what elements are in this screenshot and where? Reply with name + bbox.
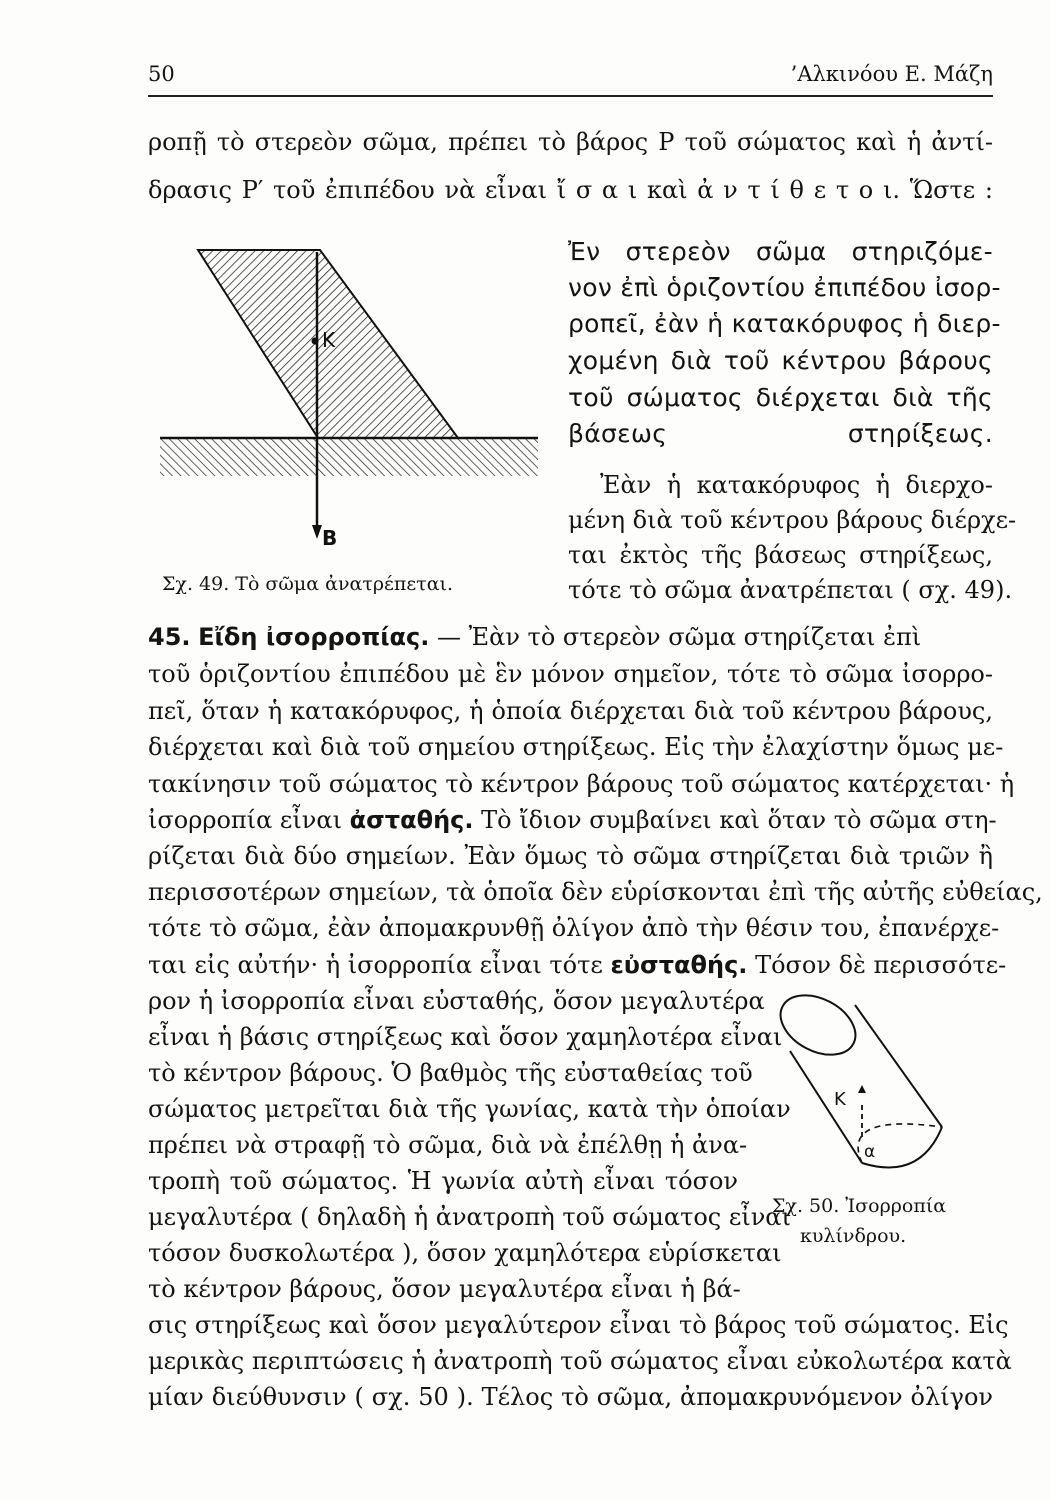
s45-line-5: τακίνησιν τοῦ σώματος τὸ κέντρον βάρους τοῦ σώματος κατέρχεται· ἡ	[148, 770, 1015, 798]
page-number: 50	[148, 62, 175, 86]
figure-50-caption-1: Σχ. 50. Ἰσορροπία	[772, 1195, 947, 1217]
para2-line-1: Ἐὰν ἡ κατακόρυφος ἡ διερχο-	[600, 471, 993, 499]
wrap-line-9: τὸ κέντρον βάρους, ὅσον μεγαλυτέρα εἶναι ἡ βά-	[148, 1275, 741, 1303]
rule-line-3: ροπεῖ, ἐὰν ἡ κατακόρυφος ἡ διερ-	[568, 309, 1001, 338]
wrap-line-4: σώματος μετρεῖται διὰ τῆς γωνίας, κατὰ τὴν ὁποίαν	[148, 1095, 791, 1123]
rule-line-6: βάσεως στηρίξεως.	[568, 419, 993, 448]
figure-49	[160, 235, 540, 555]
s45-line-4: διέρχεται καὶ διὰ τοῦ σημείου στηρίξεως. Εἰς τὴν ἐλαχίστην ὅμως με-	[148, 733, 1004, 761]
rule-line-4: χομένη διὰ τοῦ κέντρου βάρους	[568, 346, 993, 375]
term-unstable: ἀσταθής.	[349, 806, 474, 834]
s45-line-6	[148, 806, 997, 834]
s45-line-10a: ται εἰς αὐτήν· ἡ ἰσορροπία εἶναι τότε	[148, 951, 603, 979]
rule-line-1: Ἐν στερεὸν σῶμα στηριζόμε-	[568, 237, 993, 266]
running-title: ’Αλκινόου Ε. Μάζη	[790, 62, 993, 86]
s45-line-6a: ἰσορροπία εἶναι	[148, 806, 342, 834]
s45-line-10b: Τόσον δὲ περισσότε-	[755, 951, 1007, 979]
wrap-line-2: εἶναι ἡ βάσις στηρίξεως καὶ ὅσον χαμηλοτέρα εἶναι	[148, 1023, 783, 1051]
s45-line-6b: Τὸ ἴδιον συμβαίνει καὶ ὅταν τὸ σῶμα στη-	[481, 806, 997, 834]
arrow-b-head	[312, 525, 322, 539]
s45-line-8: περισσοτέρων σημείων, τὰ ὁποῖα δὲν εὑρίσκονται ἐπὶ τῆς αὐτῆς εὐθείας,	[148, 878, 1043, 906]
rule-line-5: τοῦ σώματος διέρχεται διὰ τῆς	[568, 383, 993, 412]
section-45-line-1-text: — Ἐὰν τὸ στερεὸν σῶμα στηρίζεται ἐπὶ	[437, 623, 922, 651]
figure-50-caption-2: κυλίνδρου.	[800, 1225, 907, 1247]
label-k: Κ	[322, 328, 336, 352]
label-alpha: α	[864, 1142, 876, 1162]
label-k-50: Κ	[834, 1089, 846, 1110]
section-title: Εἴδη ἰσορροπίας.	[198, 623, 430, 651]
wrap-line-1: ρον ἡ ἰσορροπία εἶναι εὐσταθής, ὅσον μεγαλυτέρα	[148, 987, 765, 1015]
bottom-line-1: σις στηρίξεως καὶ ὅσον μεγαλύτερον εἶναι τὸ βάρος τοῦ σώματος. Εἰς	[148, 1311, 1009, 1339]
intro-line-1: ροπῇ τὸ στερεὸν σῶμα, πρέπει τὸ βάρος Ρ τοῦ σώματος καὶ ἡ ἀντί-	[148, 128, 993, 156]
label-b: Β	[322, 526, 338, 550]
section-number: 45.	[148, 623, 191, 651]
wrap-line-6: τροπὴ τοῦ σώματος. Ἡ γωνία αὐτὴ εἶναι τόσον	[148, 1167, 738, 1195]
wrap-line-8: τόσον δυσκολωτέρα ), ὅσον χαμηλότερα εὑρίσκεται	[148, 1239, 782, 1267]
para2-line-2: μένη διὰ τοῦ κέντρου βάρους διέρχε-	[568, 506, 1017, 534]
header-rule	[148, 95, 993, 97]
intro-line-2: δρασις Ρ′ τοῦ ἐπιπέδου νὰ εἶναι ἴ σ α ι καὶ ἀ ν τ ί θ ε τ ο ι. Ὥστε :	[148, 176, 993, 204]
cylinder-top	[770, 985, 865, 1067]
s45-line-7: ρίζεται διὰ δύο σημείων. Ἐὰν ὅμως τὸ σῶμα στηρίζεται διὰ τριῶν ἢ	[148, 842, 993, 870]
s45-line-2: τοῦ ὁριζοντίου ἐπιπέδου μὲ ἓν μόνον σημεῖον, τότε τὸ σῶμα ἰσορρο-	[148, 660, 993, 688]
bottom-line-3: μίαν διεύθυνσιν ( σχ. 50 ). Τέλος τὸ σῶμα, ἀπομακρυνόμενον ὀλίγον	[148, 1383, 993, 1411]
section-45-line-1	[148, 623, 993, 651]
para2-line-4: τότε τὸ σῶμα ἀνατρέπεται ( σχ. 49).	[568, 576, 1013, 604]
cylinder-right-edge	[855, 1005, 942, 1127]
cylinder-left-edge	[790, 1051, 862, 1163]
figure-49-caption: Σχ. 49. Τὸ σῶμα ἀνατρέπεται.	[162, 573, 454, 595]
s45-line-3: πεῖ, ὅταν ἡ κατακόρυφος, ἡ ὁποία διέρχεται διὰ τοῦ κέντρου βάρους,	[148, 697, 993, 725]
figure-50	[770, 985, 970, 1185]
term-stable: εὐσταθής.	[610, 951, 748, 979]
s45-line-10	[148, 951, 1007, 979]
ground-plane	[160, 438, 538, 476]
wrap-line-7: μεγαλυτέρα ( δηλαδὴ ἡ ἀνατροπὴ τοῦ σώματος εἶναι	[148, 1203, 791, 1231]
k-arrow	[858, 1085, 866, 1093]
wrap-line-5: πρέπει νὰ στραφῇ τὸ σῶμα, διὰ νὰ ἐπέλθῃ ἡ ἀνα-	[148, 1131, 748, 1159]
wrap-line-3: τὸ κέντρον βάρους. Ὁ βαθμὸς τῆς εὐσταθείας τοῦ	[148, 1059, 753, 1087]
para2-line-3: ται ἐκτὸς τῆς βάσεως στηρίξεως,	[568, 541, 993, 569]
bottom-line-2: μερικὰς περιπτώσεις ἡ ἀνατροπὴ τοῦ σώματος εἶναι εὐκολωτέρα κατὰ	[148, 1347, 1012, 1375]
center-of-gravity-point	[312, 338, 319, 345]
s45-line-9: τότε τὸ σῶμα, ἐὰν ἀπομακρυνθῇ ὀλίγον ἀπὸ τὴν θέσιν του, ἐπανέρχε-	[148, 914, 1000, 942]
rule-line-2: νον ἐπὶ ὁριζοντίου ἐπιπέδου ἰσορ-	[568, 273, 1001, 302]
